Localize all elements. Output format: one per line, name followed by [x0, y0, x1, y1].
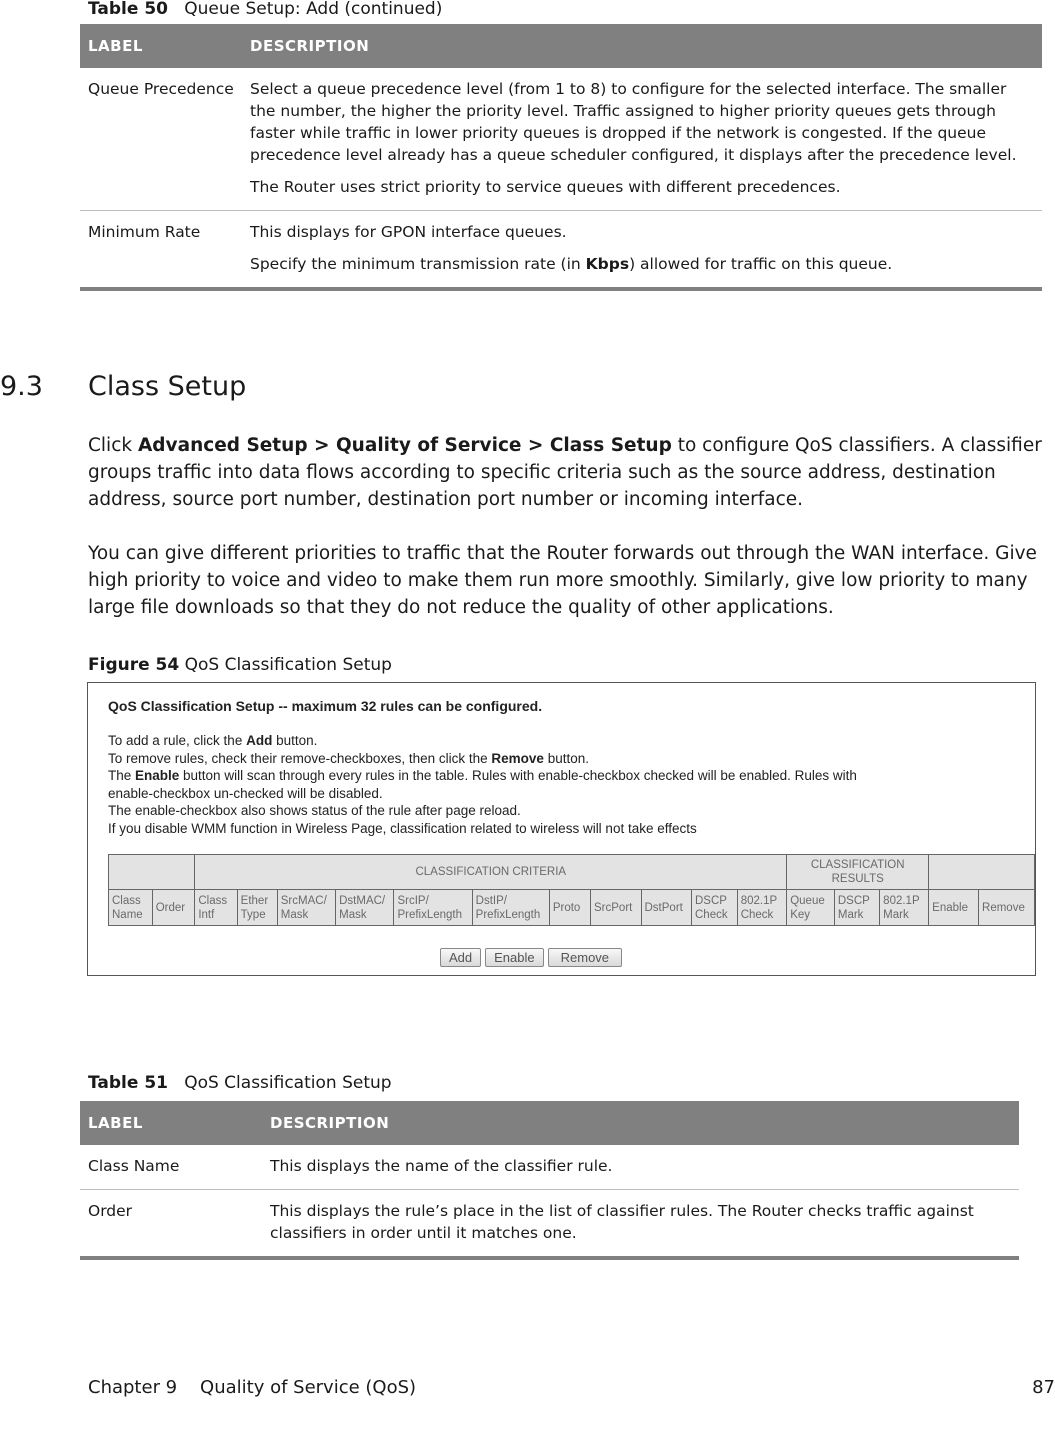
instruction-line [108, 802, 857, 820]
column-header: Queue Key [787, 890, 835, 926]
column-header: Class Intf [195, 890, 237, 926]
column-header: Remove [979, 890, 1035, 926]
caption-title: Queue Setup: Add (continued) [184, 0, 443, 19]
text: to configure QoS classifiers. A classifier groups traffic into data flows according to specific criteria such as the source address, destination address, source port number, destination port number or incoming interface. [88, 435, 1042, 510]
column-header: SrcMAC/ Mask [277, 890, 335, 926]
table-50 [80, 24, 1042, 291]
text: button. [543, 750, 589, 766]
table-51 [80, 1101, 1019, 1260]
instruction-line [108, 767, 857, 785]
row-description [242, 211, 1042, 290]
text: Specify the minimum transmission rate (in [250, 255, 586, 273]
text: Click [88, 435, 138, 456]
text: To remove rules, check their remove-checkboxes, then click the [108, 750, 492, 766]
table-51-caption [88, 1073, 392, 1093]
bold-text: Kbps [585, 255, 630, 273]
blank-group [929, 855, 1035, 890]
enable-button[interactable]: Enable [485, 948, 543, 967]
table-50-caption [88, 0, 442, 19]
figure-instructions [108, 732, 857, 837]
footer-chapter [88, 1377, 416, 1398]
desc-text [250, 253, 1034, 275]
column-header: DstMAC/ Mask [336, 890, 394, 926]
add-button[interactable]: Add [440, 948, 481, 967]
table-row [80, 68, 1042, 211]
row-description: This displays the name of the classifier rule. [262, 1145, 1019, 1190]
bold-text: Enable [135, 768, 180, 783]
group-criteria: CLASSIFICATION CRITERIA [195, 855, 787, 890]
caption-number: Table 51 [88, 1073, 168, 1093]
row-description [242, 68, 1042, 211]
figure-number: Figure 54 [88, 655, 180, 675]
text: button. [272, 733, 318, 748]
intro-paragraph [88, 432, 1053, 513]
column-header: Ether Type [237, 890, 277, 926]
text: To add a rule, click the [108, 733, 247, 748]
caption-title: QoS Classification Setup [184, 1073, 392, 1093]
chapter-number: Chapter 9 [88, 1377, 178, 1398]
column-header: Proto [549, 890, 590, 926]
figure-screenshot [87, 682, 1036, 976]
column-header: DstPort [641, 890, 692, 926]
text: enable-checkbox un-checked will be disabled. [108, 785, 383, 801]
table-row [80, 211, 1042, 290]
section-heading [0, 371, 247, 402]
text: ) allowed for traffic on this queue. [629, 255, 893, 273]
text: The enable-checkbox also shows status of the rule after page reload. [108, 803, 521, 818]
column-header: Order [152, 890, 195, 926]
classification-table [108, 854, 1035, 926]
column-header: SrcIP/ PrefixLength [394, 890, 472, 926]
column-header: SrcPort [591, 890, 642, 926]
row-label: Minimum Rate [80, 211, 242, 290]
column-header: DSCP Mark [834, 890, 879, 926]
column-header: Class Name [109, 890, 153, 926]
figure-caption [88, 655, 392, 675]
instruction-line [108, 785, 857, 803]
header-description: DESCRIPTION [242, 24, 1042, 68]
group-results: CLASSIFICATION RESULTS [787, 855, 929, 890]
column-header: DSCP Check [692, 890, 738, 926]
section-number: 9.3 [0, 371, 43, 402]
caption-number: Table 50 [88, 0, 168, 19]
desc-text: The Router uses strict priority to service queues with different precedences. [250, 178, 841, 196]
section-title: Class Setup [88, 371, 247, 402]
row-label: Queue Precedence [80, 68, 242, 211]
instruction-line [108, 732, 857, 750]
figure-heading: QoS Classification Setup -- maximum 32 rules can be configured. [108, 698, 543, 714]
column-header: DstIP/ PrefixLength [472, 890, 549, 926]
column-header: Enable [929, 890, 979, 926]
header-label: LABEL [80, 24, 242, 68]
text: The [108, 768, 136, 783]
figure-title: QoS Classification Setup [184, 655, 392, 675]
blank-group [109, 855, 195, 890]
column-header: 802.1P Check [737, 890, 787, 926]
instruction-line [108, 750, 857, 768]
column-header: 802.1P Mark [880, 890, 929, 926]
desc-text: Select a queue precedence level (from 1 to 8) to configure for the selected interface. The smaller the number, the higher the priority level. Traffic assigned to higher priority queues gets through faster while traffic in lower priority queues is dropped if the network is congested. If the queue precedence level already has a queue scheduler configured, it displays after the precedence level. [250, 80, 1017, 164]
bold-text: Remove [491, 750, 544, 766]
row-description: This displays the rule’s place in the list of classifier rules. The Router checks traffic against classifiers in order until it matches one. [262, 1190, 1019, 1259]
desc-text: This displays for GPON interface queues. [250, 223, 567, 241]
chapter-title: Quality of Service (QoS) [200, 1377, 417, 1398]
page-number: 87 [1032, 1377, 1055, 1398]
row-label: Class Name [80, 1145, 262, 1190]
text: button will scan through every rules in the table. Rules with enable-checkbox checked will be enabled. Rules with [179, 768, 857, 783]
row-label: Order [80, 1190, 262, 1259]
header-label: LABEL [80, 1101, 262, 1145]
figure-buttons [440, 948, 626, 967]
header-description: DESCRIPTION [262, 1101, 1019, 1145]
priority-paragraph: You can give different priorities to traffic that the Router forwards out through the WAN interface. Give high priority to voice and video to make them run more smoothly. Similarly, give low priority to many large file downloads so that they do not reduce the quality of other applications. [88, 543, 1037, 618]
bold-text: Add [246, 733, 273, 748]
text: If you disable WMM function in Wireless Page, classification related to wireless will not take effects [108, 820, 697, 836]
menu-path: Advanced Setup > Quality of Service > Class Setup [137, 435, 672, 456]
table-row [80, 1190, 1019, 1259]
table-row [80, 1145, 1019, 1190]
instruction-line [108, 820, 857, 838]
remove-button[interactable]: Remove [548, 948, 622, 967]
